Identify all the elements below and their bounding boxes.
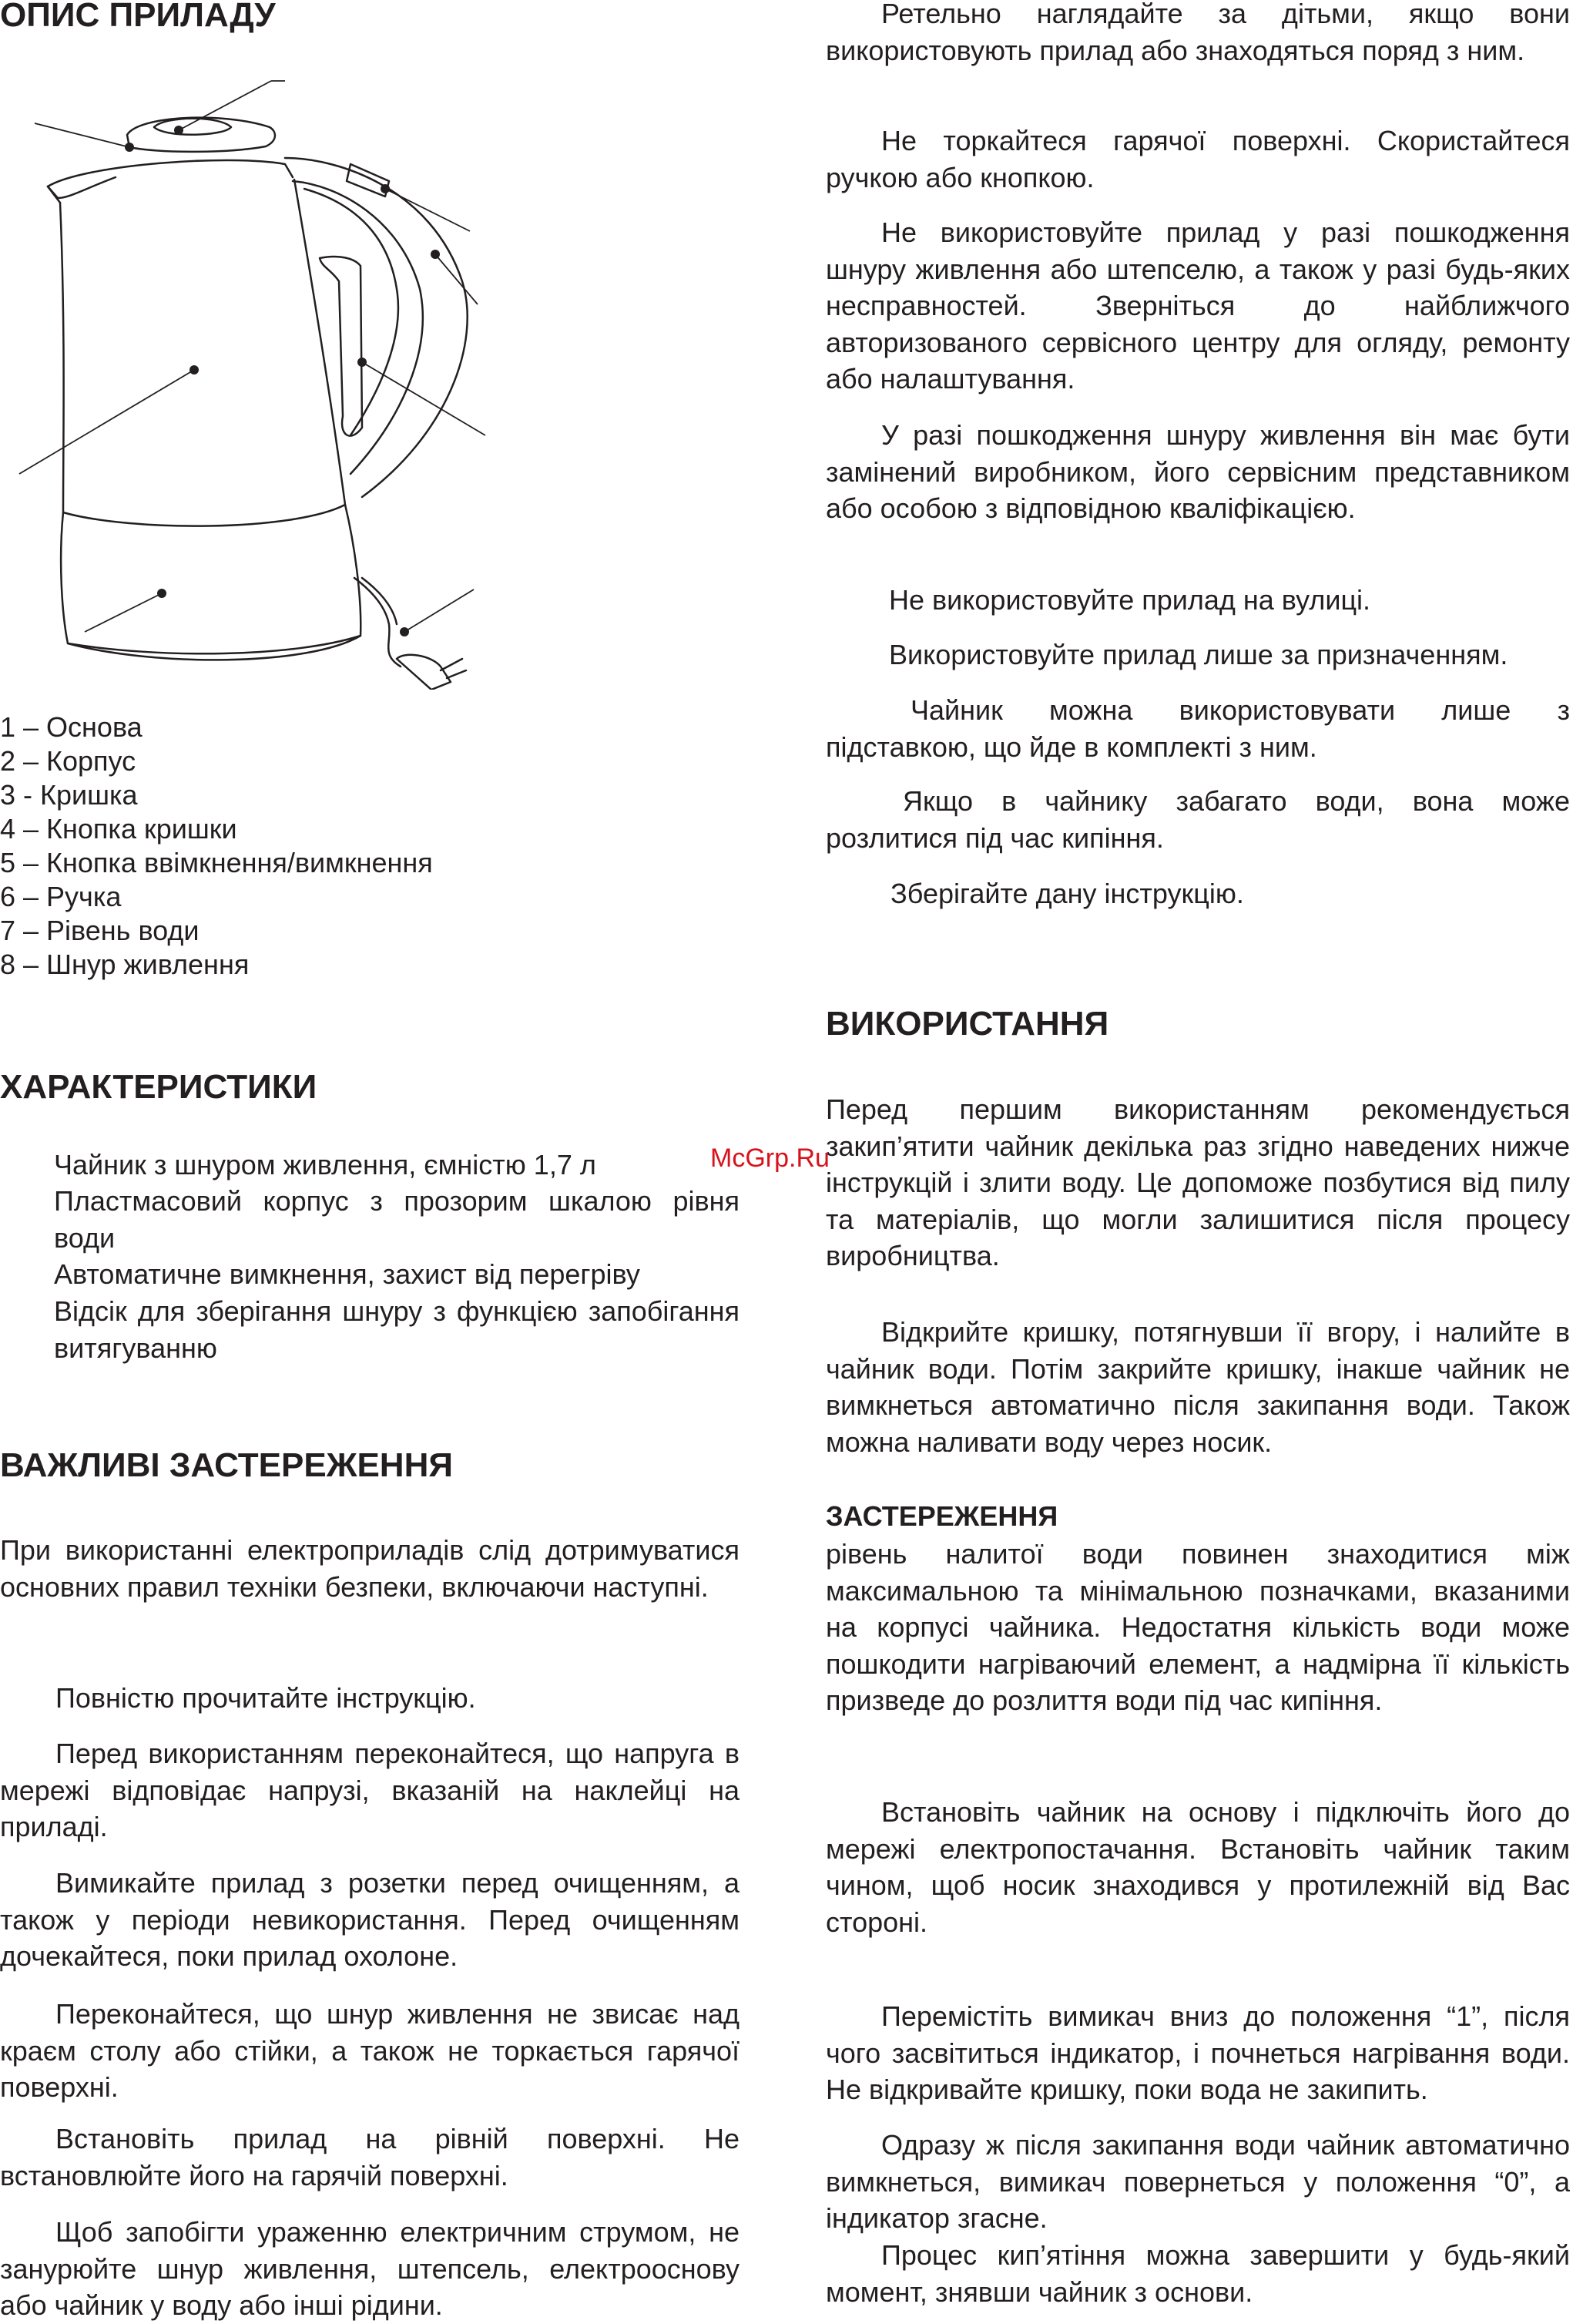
warning-paragraph: Чайник можна використовувати лише з підставкою, що йде в комплекті з ним. <box>826 694 1570 763</box>
usage-paragraph: Процес кип’ятіння можна завершити у будь-який момент, знявши чайник з основи. <box>826 2239 1570 2308</box>
usage-paragraph: Встановіть чайник на основу і підключіть його до мережі електропостачання. Встановіть чайник таким чином, щоб носик знаходився у протилежній від Вас стороні. <box>826 1796 1570 1938</box>
warning-paragraph: Повністю прочитайте інструкцію. <box>55 1682 476 1714</box>
warning-paragraph: Не торкайтеся гарячої поверхні. Скористайтеся ручкою або кнопкою. <box>826 125 1570 193</box>
list-item: 2 – Корпус <box>0 745 136 777</box>
kettle-diagram <box>0 73 508 690</box>
warning-paragraph: Встановіть прилад на рівній поверхні. Не встановлюйте його на гарячій поверхні. <box>0 2123 740 2191</box>
warning-paragraph: Не використовуйте прилад на вулиці. <box>889 584 1371 616</box>
list-item: 8 – Шнур живлення <box>0 949 250 980</box>
list-item: 7 – Рівень води <box>0 915 200 946</box>
parts-list <box>0 710 433 982</box>
usage-paragraph: Перемістіть вимикач вниз до положення “1”, після чого засвітиться індикатор, і почнеться нагрівання води. Не відкривайте кришку, поки вода не закипить. <box>826 2000 1570 2105</box>
list-item: 6 – Ручка <box>0 881 122 912</box>
caution-paragraph: рівень налитої води повинен знаходитися між максимальною та мінімальною позначками, вказаними на корпусі чайника. Недостатня кількість води може пошкодити нагріваючий елемент, а надмірна її кількість призведе до розлиття води під час кипіння. <box>826 1538 1570 1716</box>
caution-title: ЗАСТЕРЕЖЕННЯ <box>826 1500 1058 1532</box>
usage-paragraph: Відкрийте кришку, потягнувши її вгору, і налийте в чайник води. Потім закрийте кришку, інакше чайник не вимкнеться автоматично після закипання води. Також можна наливати воду через носик. <box>826 1316 1570 1458</box>
warning-paragraph: Вимикайте прилад з розетки перед очищенням, а також у періоди невикористання. Перед очищенням дочекайтеся, поки прилад охолоне. <box>0 1867 740 1972</box>
spec-item: Пластмасовий корпус з прозорим шкалою рівня води <box>54 1185 740 1254</box>
list-item: 1 – Основа <box>0 711 143 743</box>
warning-paragraph: Щоб запобігти ураженню електричним струмом, не занурюйте шнур живлення, штепсель, електрооснову або чайник у воду або інші рідини. <box>0 2216 740 2321</box>
warning-paragraph: Перед використанням переконайтеся, що напруга в мережі відповідає напрузі, вказаній на наклейці на приладі. <box>0 1738 740 1842</box>
section-title-warnings: ВАЖЛИВІ ЗАСТЕРЕЖЕННЯ <box>0 1446 453 1484</box>
warning-paragraph: Зберігайте дану інструкцію. <box>890 878 1244 909</box>
warning-paragraph: У разі пошкодження шнуру живлення він має бути замінений виробником, його сервісним представником або особою з відповідною кваліфікацією. <box>826 419 1570 524</box>
warning-paragraph: Ретельно наглядайте за дітьми, якщо вони використовують прилад або знаходяться поряд з ним. <box>826 0 1570 66</box>
list-item: 3 - Кришка <box>0 779 138 811</box>
list-item: 4 – Кнопка кришки <box>0 813 237 845</box>
warning-paragraph: Використовуйте прилад лише за призначенням. <box>889 639 1508 670</box>
spec-item: Відсік для зберігання шнуру з функцією запобігання витягуванню <box>54 1295 740 1364</box>
section-title-description: ОПИС ПРИЛАДУ <box>0 0 276 34</box>
warning-paragraph: Якщо в чайнику забагато води, вона може розлитися під час кипіння. <box>826 785 1570 854</box>
warning-paragraph: Не використовуйте прилад у разі пошкодження шнуру живлення або штепселю, а також у разі будь-яких несправностей. Зверніться до найближчого авторизованого сервісного центру для огляду, ремонту або налаштування. <box>826 217 1570 395</box>
spec-item: Автоматичне вимкнення, захист від перегріву <box>54 1258 640 1290</box>
list-item: 5 – Кнопка ввімкнення/вимкнення <box>0 847 433 878</box>
warning-paragraph: Переконайтеся, що шнур живлення не звисає над краєм столу або стійки, а також не торкається гарячої поверхні. <box>0 1998 740 2103</box>
section-title-usage: ВИКОРИСТАННЯ <box>826 1005 1109 1043</box>
spec-item: Чайник з шнуром живлення, ємністю 1,7 л <box>54 1149 596 1180</box>
usage-paragraph: Одразу ж після закипання води чайник автоматично вимкнеться, вимикач повернеться у положення “0”, а індикатор згасне. <box>826 2129 1570 2234</box>
warning-paragraph: При використанні електроприладів слід дотримуватися основних правил техніки безпеки, включаючи наступні. <box>0 1534 740 1603</box>
usage-paragraph: Перед першим використанням рекомендується закип’ятити чайник декілька раз згідно наведених нижче інструкцій і злити воду. Це допоможе позбутися від пилу та матеріалів, що могли залишитися після процесу виробництва. <box>826 1093 1570 1271</box>
watermark: McGrp.Ru <box>710 1144 830 1173</box>
section-title-specs: ХАРАКТЕРИСТИКИ <box>0 1068 317 1106</box>
